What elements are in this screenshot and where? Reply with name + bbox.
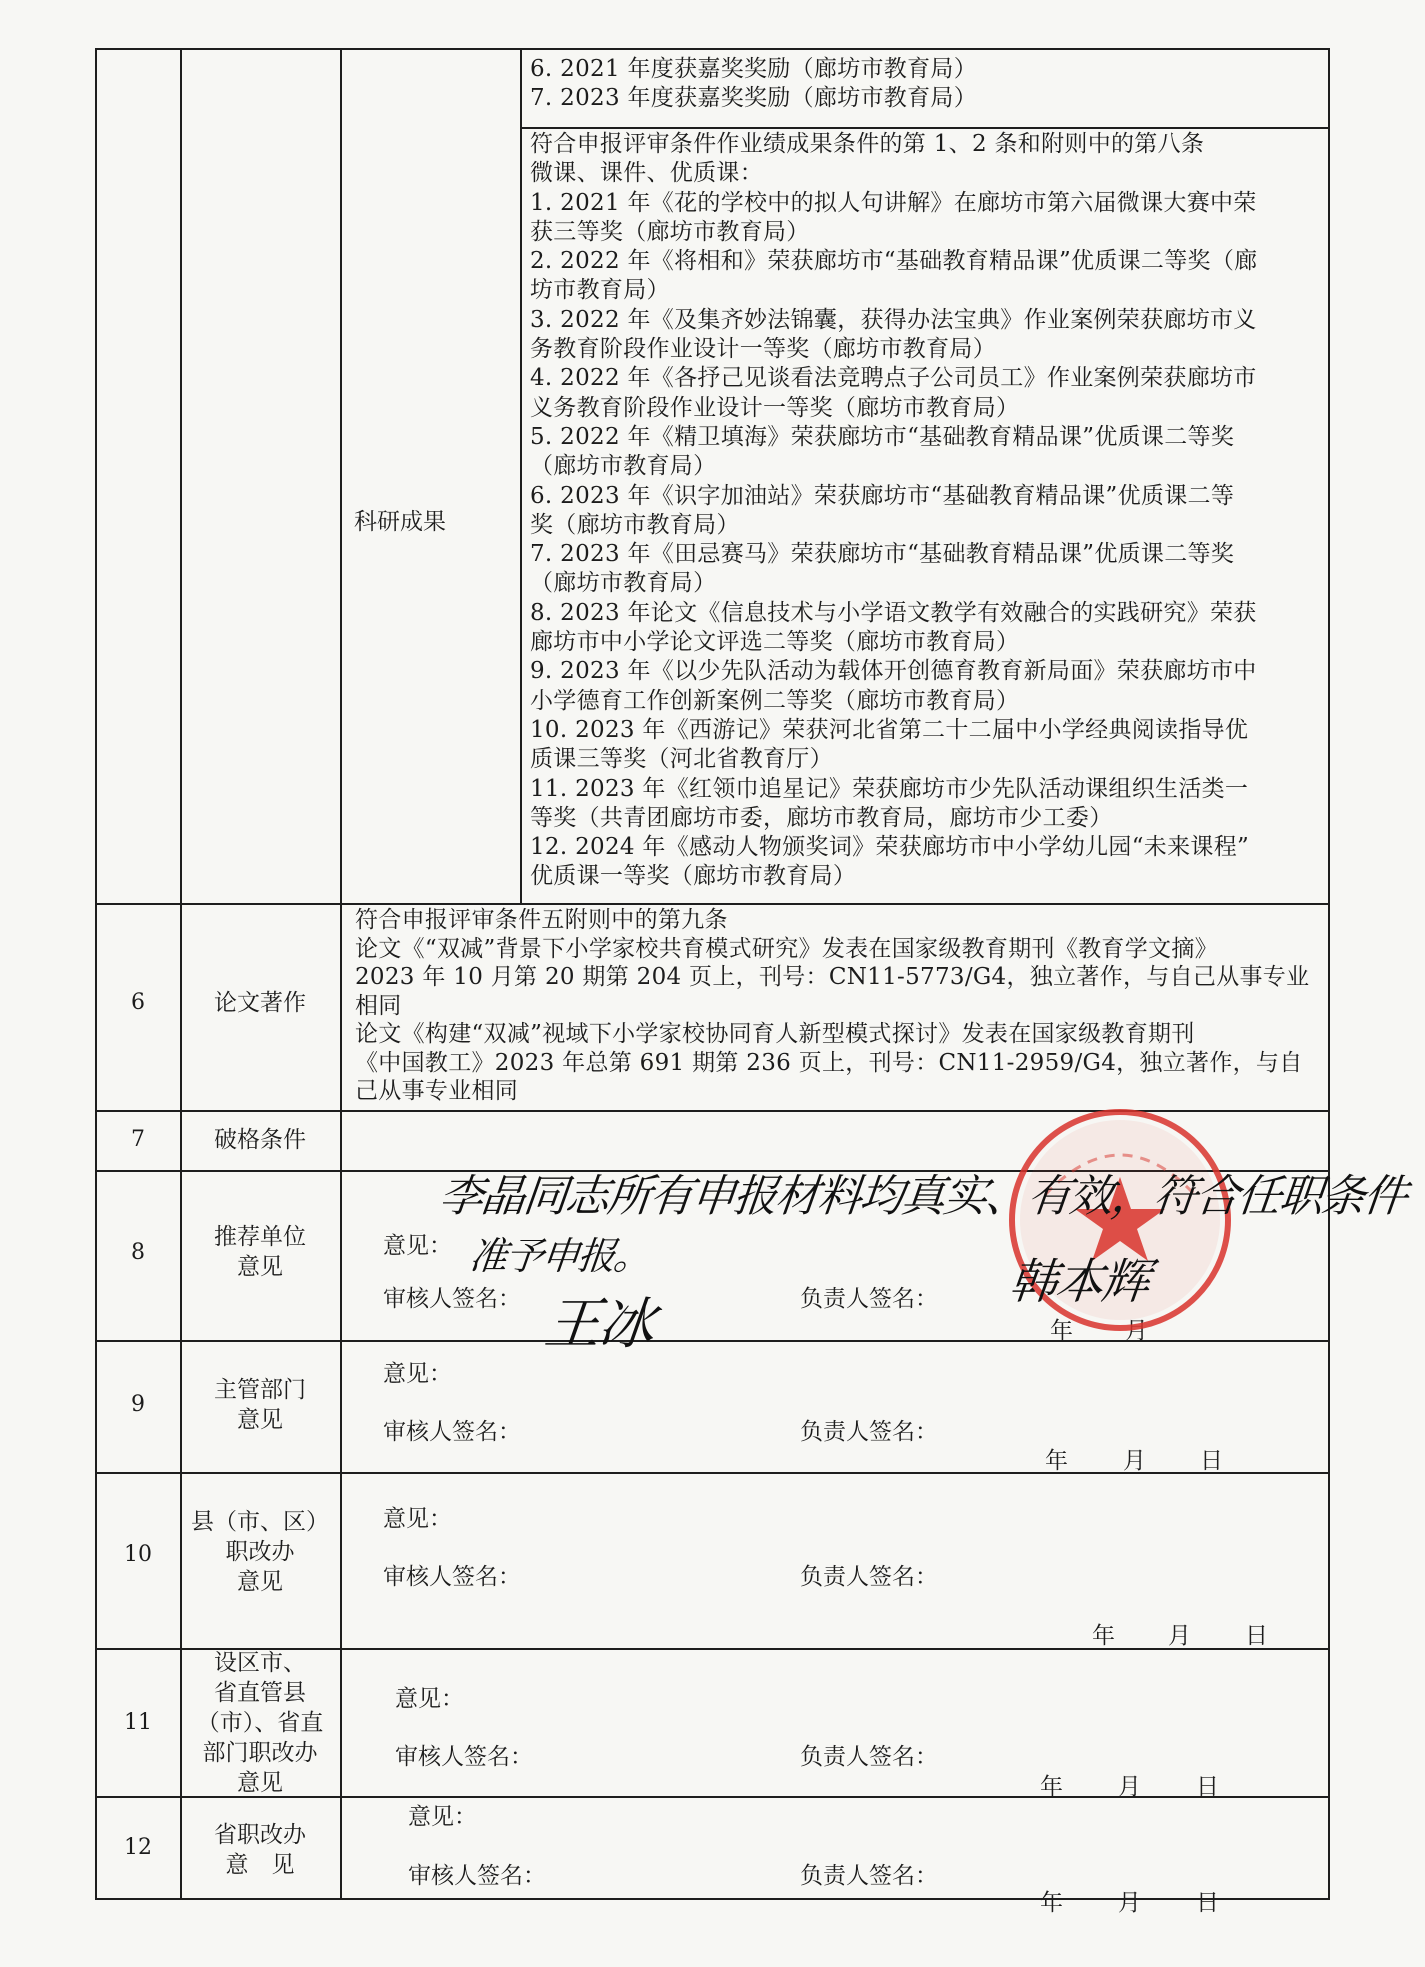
row-number: 10: [124, 1542, 152, 1567]
date-year: 年: [1040, 1890, 1063, 1916]
leader-sign-label: 负责人签名：: [800, 1419, 938, 1445]
award-line: 7. 2023 年度获嘉奖奖励（廊坊市教育局）: [530, 85, 977, 112]
row-label: 主管部门 意见: [214, 1377, 306, 1433]
research-line: 等奖（共青团廊坊市委，廊坊市教育局，廊坊市少工委）: [530, 804, 1113, 831]
reviewer-sign-label: 审核人签名：: [383, 1286, 521, 1312]
research-line: 3. 2022 年《及集齐妙法锦囊，获得办法宝典》作业案例荣获廊坊市义: [530, 306, 1257, 333]
reviewer-sign-label: 审核人签名：: [383, 1564, 521, 1590]
papers-cell: [355, 906, 1309, 1106]
research-line: 11. 2023 年《红领巾追星记》荣获廊坊市少先队活动课组织生活类一: [530, 775, 1249, 802]
row-number: 6: [131, 990, 145, 1015]
row5-inner-divider: [520, 127, 1330, 129]
date-day: 日: [1200, 1448, 1223, 1474]
col-divider-content: [520, 48, 522, 903]
date-year: 年: [1050, 1318, 1073, 1344]
research-line: （廊坊市教育局）: [530, 453, 717, 480]
research-line: 1. 2021 年《花的学校中的拟人句讲解》在廊坊市第六届微课大赛中荣: [530, 189, 1257, 216]
research-line: 4. 2022 年《各抒己见谈看法竞聘点子公司员工》作业案例荣获廊坊市: [530, 365, 1257, 392]
leader-sign-label: 负责人签名：: [800, 1564, 938, 1590]
handwritten-reviewer-signature: 王冰: [541, 1292, 656, 1357]
research-results-cell: [530, 130, 1257, 892]
col-divider-number: [180, 48, 182, 1900]
handwritten-opinion-2: 准予申报。: [467, 1234, 652, 1278]
research-line: 奖（廊坊市教育局）: [530, 511, 740, 538]
papers-line: 《中国教工》2023 年总第 691 期第 236 页上，刊号：CN11-2959/G4，独立著作，与自: [355, 1049, 1303, 1076]
handwritten-leader-signature: 韩本辉: [1006, 1254, 1151, 1310]
papers-line: 符合申报评审条件五附则中的第九条: [355, 907, 728, 933]
research-line: 获三等奖（廊坊市教育局）: [530, 218, 810, 245]
date-day: 日: [1245, 1623, 1268, 1649]
date-year: 年: [1040, 1774, 1063, 1800]
row-label: 破格条件: [214, 1127, 306, 1153]
research-line: 12. 2024 年《感动人物颁奖词》荣获廊坊市中小学幼儿园“未来课程”: [530, 834, 1250, 861]
research-line: 微课、课件、优质课：: [530, 160, 763, 187]
reviewer-sign-label: 审核人签名：: [395, 1744, 533, 1770]
leader-sign-label: 负责人签名：: [800, 1744, 938, 1770]
research-line: 8. 2023 年论文《信息技术与小学语文教学有效融合的实践研究》荣获: [530, 599, 1257, 626]
research-line: 5. 2022 年《精卫填海》荣获廊坊市“基础教育精品课”优质课二等奖: [530, 423, 1235, 450]
research-line: 符合申报评审条件作业绩成果条件的第 1、2 条和附则中的第八条: [530, 131, 1205, 157]
papers-line: 论文《“双减”背景下小学家校共育模式研究》发表在国家级教育期刊《教育学文摘》: [355, 935, 1218, 962]
reviewer-sign-label: 审核人签名：: [383, 1419, 521, 1445]
col-divider-sub: [340, 48, 342, 903]
research-line: 义务教育阶段作业设计一等奖（廊坊市教育局）: [530, 394, 1020, 421]
leader-sign-label: 负责人签名：: [800, 1863, 938, 1889]
date-year: 年: [1045, 1448, 1068, 1474]
row-number: 9: [131, 1392, 145, 1417]
date-month: 月: [1118, 1890, 1141, 1916]
row-number: 12: [124, 1835, 152, 1860]
col-divider-label: [340, 903, 342, 1900]
date-year: 年: [1092, 1623, 1115, 1649]
research-line: 2. 2022 年《将相和》荣获廊坊市“基础教育精品课”优质课二等奖（廊: [530, 248, 1258, 275]
research-line: 务教育阶段作业设计一等奖（廊坊市教育局）: [530, 336, 996, 363]
row-divider-6: [95, 903, 1330, 905]
date-month: 月: [1123, 1448, 1146, 1474]
research-line: 小学德育工作创新案例二等奖（廊坊市教育局）: [530, 687, 1020, 714]
research-line: 9. 2023 年《以少先队活动为载体开创德育教育新局面》荣获廊坊市中: [530, 658, 1257, 685]
row-number: 7: [131, 1127, 145, 1152]
opinion-label: 意见：: [383, 1233, 452, 1259]
row-label: 县（市、区） 职改办 意见: [191, 1509, 329, 1595]
research-line: 7. 2023 年《田忌赛马》荣获廊坊市“基础教育精品课”优质课二等奖: [530, 541, 1235, 568]
research-line: 6. 2023 年《识字加油站》荣获廊坊市“基础教育精品课”优质课二等: [530, 482, 1235, 509]
table-border-right: [1328, 48, 1330, 1900]
opinion-label: 意见：: [408, 1804, 477, 1830]
handwritten-opinion: 李晶同志所有申报材料均真实、有效，符合任职条件: [436, 1171, 1409, 1222]
papers-line: 己从事专业相同: [355, 1078, 519, 1104]
row5-awards-cell: [530, 55, 977, 114]
research-line: 优质课一等奖（廊坊市教育局）: [530, 863, 857, 890]
row-label: 论文著作: [214, 990, 306, 1016]
papers-line: 论文《构建“双减”视域下小学家校协同育人新型模式探讨》发表在国家级教育期刊: [355, 1021, 1195, 1047]
research-line: 坊市教育局）: [530, 277, 670, 304]
row-label: 设区市、 省直管县 （市）、省直 部门职改办 意见: [196, 1650, 324, 1796]
research-line: 10. 2023 年《西游记》荣获河北省第二十二届中小学经典阅读指导优: [530, 716, 1249, 743]
row-label: 推荐单位 意见: [214, 1224, 306, 1280]
date-month: 月: [1125, 1318, 1148, 1344]
papers-line: 相同: [355, 992, 402, 1019]
date-month: 月: [1168, 1623, 1191, 1649]
award-line: 6. 2021 年度获嘉奖奖励（廊坊市教育局）: [530, 56, 977, 82]
table-border-top: [95, 48, 1330, 50]
table-border-left: [95, 48, 97, 1900]
opinion-label: 意见：: [383, 1361, 452, 1387]
opinion-label: 意见：: [383, 1506, 452, 1532]
table-border-bottom: [95, 1898, 1330, 1900]
opinion-label: 意见：: [395, 1686, 464, 1712]
papers-line: 2023 年 10 月第 20 期第 204 页上，刊号：CN11-5773/G4，独立著作，与自己从事专业: [355, 964, 1310, 990]
row-number: 8: [131, 1240, 145, 1265]
date-day: 日: [1196, 1774, 1219, 1800]
research-label: 科研成果: [354, 509, 446, 535]
research-line: 廊坊市中小学论文评选二等奖（廊坊市教育局）: [530, 629, 1020, 656]
date-day: 日: [1196, 1890, 1219, 1916]
research-line: （廊坊市教育局）: [530, 570, 717, 597]
reviewer-sign-label: 审核人签名：: [408, 1863, 546, 1889]
research-line: 质课三等奖（河北省教育厅）: [530, 746, 833, 773]
row-number: 11: [124, 1710, 152, 1735]
leader-sign-label: 负责人签名：: [800, 1286, 938, 1312]
row-label: 省职改办 意 见: [214, 1822, 306, 1878]
date-month: 月: [1118, 1774, 1141, 1800]
